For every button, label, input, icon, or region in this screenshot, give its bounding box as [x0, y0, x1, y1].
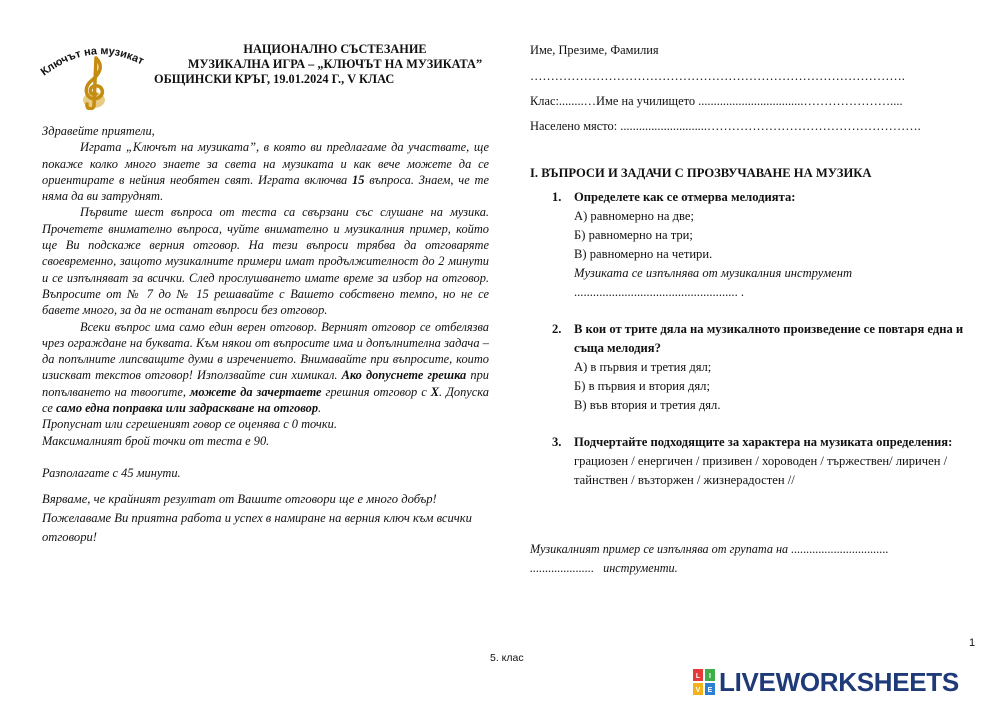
name-field[interactable]: ……………………………………………………………………………….	[530, 69, 905, 83]
question-number: 2.	[552, 322, 562, 336]
question-title: Подчертайте подходящите за характера на музиката определения:	[574, 435, 953, 449]
treble-clef-icon	[83, 58, 105, 109]
svg-text:V: V	[695, 687, 701, 694]
intro-text	[42, 123, 489, 547]
intro-p3g: . Допуска се	[42, 384, 489, 416]
option-a[interactable]: А) в първия и третия дял;	[574, 360, 712, 374]
question-3	[552, 433, 982, 490]
svg-text:I: I	[709, 673, 711, 680]
closing-wish: Вярваме, че крайният резултат от Вашите отговори ще е много добър! Пожелаваме Ви приятна работа и успех в намиране на верния ключ към всички отговори!	[42, 492, 472, 545]
time-note: Разполагате с 45 минути.	[42, 465, 181, 480]
option-c[interactable]: В) равномерно на четири.	[574, 247, 713, 261]
page-number: 1	[969, 637, 976, 649]
intro-p3d: можете да зачертаете	[189, 384, 322, 399]
svg-text:E: E	[707, 687, 713, 694]
intro-p3b: Ако допуснете грешка	[341, 368, 467, 383]
note-line-2-text: инструменти.	[603, 561, 678, 575]
question-title: Определете как се отмерва мелодията:	[574, 190, 796, 204]
intro-p3c: при попълването на твоorите,	[42, 368, 489, 399]
intro-p1-text: Играта „Ключът на музиката”, в която ви предлагаме да участвате, ще покаже колко много знаете за света на музиката и как вече можете да се ориентирате в нейния необятен свят. Играта включва	[42, 140, 489, 187]
svg-text:Ключът на музиката	[38, 40, 146, 78]
contest-logo	[38, 40, 148, 110]
intro-p1-end: въпроса. Знаем, че те няма да ви затруднят.	[42, 172, 489, 204]
intro-p3f: X	[430, 384, 439, 399]
option-c[interactable]: В) във втория и третия дял.	[574, 398, 721, 412]
question-number: 1.	[552, 190, 562, 204]
header-line-3: ОБЩИНСКИ КРЪГ, 19.01.2024 Г., V КЛАС	[154, 72, 395, 86]
greeting: Здравейте приятели,	[42, 124, 155, 138]
instrument-group-note	[530, 540, 970, 578]
intro-paragraph-5: Максималният брой точки от теста е 90.	[42, 433, 270, 448]
characteristics-list[interactable]: грациозен / енергичен / призивен / хороводен / тържествен/ лиричен / тайнствен / възторжен / жизнерадостен //	[574, 454, 948, 487]
option-b[interactable]: Б) равномерно на три;	[574, 228, 693, 242]
note-line-1[interactable]: Музикалният пример се изпълнява от групата на ................................	[530, 542, 889, 556]
note-line-2	[530, 559, 970, 578]
intro-paragraph-3	[42, 319, 489, 417]
question-title: В кои от трите дяла на музикалното произведение се повтаря една и съща мелодия?	[574, 322, 964, 355]
brand-name: LIVEWORKSHEETS	[719, 666, 959, 697]
logo-text: Ключът на музикат	[38, 45, 146, 79]
question-extra: Музиката се изпълнява от музикалния инструмент	[574, 266, 853, 280]
option-a[interactable]: А) равномерно на две;	[574, 209, 694, 223]
intro-paragraph-4: Пропуснат или сгрешеният говор се оценява с 0 точки.	[42, 417, 337, 432]
header-line-1: НАЦИОНАЛНО СЪСТЕЗАНИЕ	[243, 42, 427, 56]
name-label: Име, Презиме, Фамилия	[530, 43, 659, 57]
header-line-2: МУЗИКАЛНА ИГРА – „КЛЮЧЪТ НА МУЗИКАТА”	[187, 57, 483, 71]
intro-p3h: само една поправка или задраскване на отговор	[55, 401, 319, 416]
liveworksheets-brand	[693, 667, 959, 697]
intro-paragraph-1	[42, 139, 489, 204]
intro-p1-bold: 15	[352, 172, 365, 187]
option-b[interactable]: Б) в първия и втория дял;	[574, 379, 710, 393]
intro-p3a: Всеки въпрос има само един верен отговор. Верният отговор се отбелязва чрез ограждане на буквата. Към някои от въпросите има и допълнителна задача – да попълните липсващите думи в изречението. Внимавайте при въпросите, които изискват текстов отговор! Използвайте син химикал.	[42, 319, 489, 383]
footer-text: 5. клас	[490, 652, 524, 664]
intro-p3e: грешния отговор с	[325, 384, 427, 399]
liveworksheets-badge-icon	[693, 669, 715, 695]
place-field[interactable]: Населено място: ............................…………………………………………….	[530, 119, 921, 133]
svg-text:L: L	[695, 673, 701, 680]
intro-paragraph-2: Първите шест въпроса от теста са свързани със слушане на музика. Прочетете внимателно въпроса, чуйте внимателно и музикалния пример, който ще Ви подскаже верния отговор. На тези въпроси трябва да отговаряте своевременно, защото музикалните примери имат продължителност до 2 минути и се изпълняват за всички. След прослушването имате време за избор на отговор. Въпросите от № 7 до № 15 решавайте с Вашето собствено темпо, но не се бавете много, за да не останат въпроси без отговор.	[42, 205, 489, 318]
question-number: 3.	[552, 435, 562, 449]
answer-blank[interactable]: .................................................... .	[574, 285, 745, 299]
intro-p3i: .	[318, 401, 322, 416]
class-school-field[interactable]: Клас:........…Име на училището ..................................…………………....	[530, 94, 903, 108]
answer-blank[interactable]: .....................	[530, 561, 594, 575]
section-title: I. ВЪПРОСИ И ЗАДАЧИ С ПРОЗВУЧАВАНЕ НА МУЗИКА	[530, 166, 872, 180]
document-header	[150, 42, 520, 87]
question-1	[552, 188, 982, 302]
question-2	[552, 320, 982, 415]
